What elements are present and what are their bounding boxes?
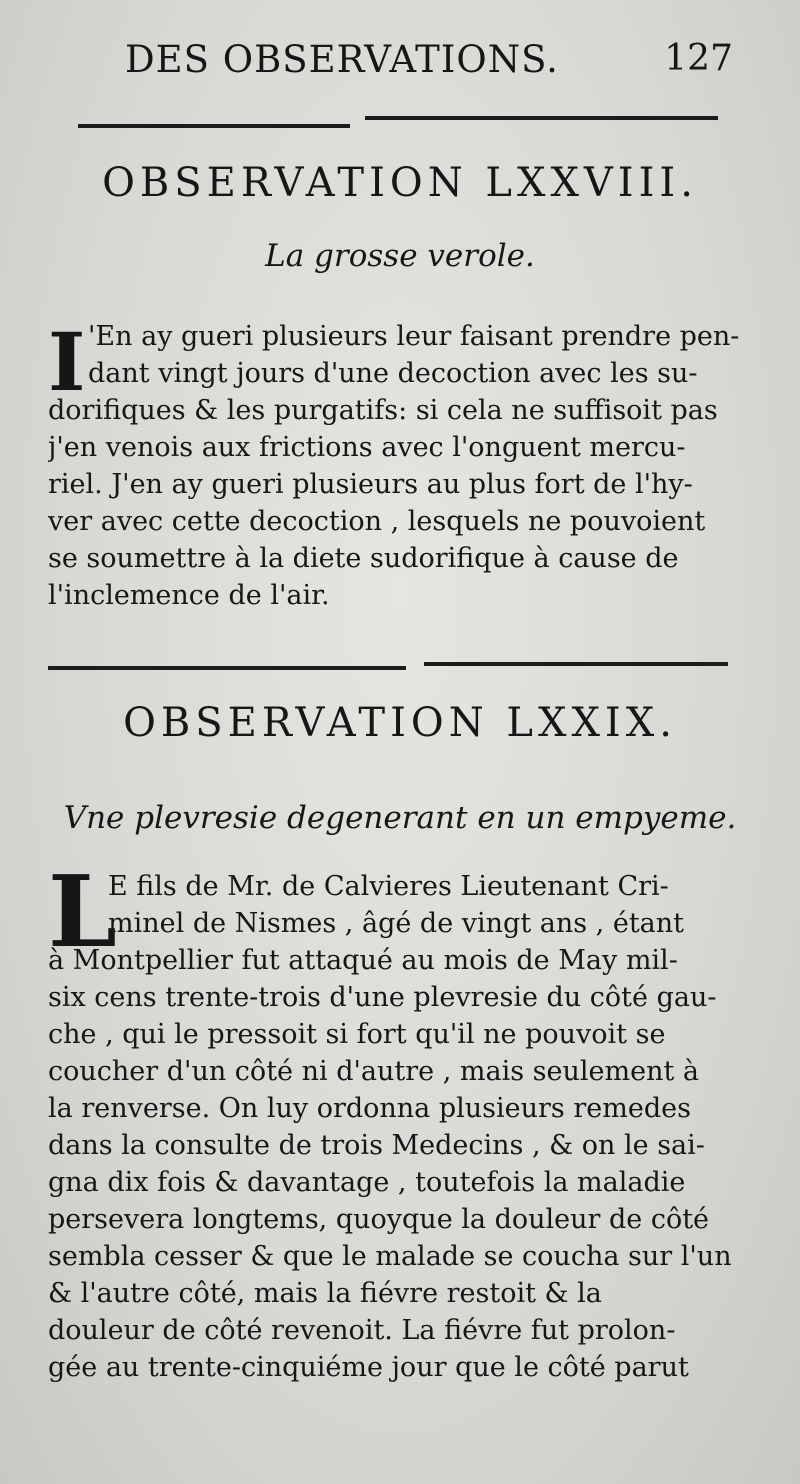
ornamental-rule bbox=[78, 124, 350, 128]
ornamental-rule bbox=[48, 666, 406, 670]
text-line: persevera longtems, quoyque la douleur de côté bbox=[48, 1204, 710, 1235]
text-line: coucher d'un côté ni d'autre , mais seulement à bbox=[48, 1056, 699, 1087]
observation-79-subtitle: Vne plevresie degenerant en un empyeme. bbox=[63, 800, 737, 836]
text-line: E fils de Mr. de Calvieres Lieutenant Cri- bbox=[108, 871, 669, 902]
text-line: minel de Nismes , âgé de vingt ans , étant bbox=[108, 908, 685, 939]
page-number: 127 bbox=[664, 38, 733, 79]
text-line: l'inclemence de l'air. bbox=[48, 580, 330, 611]
text-line: gée au trente-cinquiéme jour que le côté parut bbox=[48, 1352, 689, 1383]
text-line: dant vingt jours d'une decoction avec les su- bbox=[88, 358, 698, 389]
text-line: dans la consulte de trois Medecins , & on le sai- bbox=[48, 1130, 705, 1161]
text-line: che , qui le pressoit si fort qu'il ne pouvoit se bbox=[48, 1019, 666, 1050]
text-line: 'En ay gueri plusieurs leur faisant prendre pen- bbox=[88, 321, 740, 352]
text-line: se soumettre à la diete sudorifique à cause de bbox=[48, 543, 679, 574]
text-line: douleur de côté revenoit. La fiévre fut prolon- bbox=[48, 1315, 676, 1346]
drop-cap: I bbox=[48, 315, 86, 409]
running-head bbox=[125, 38, 745, 88]
text-line: dorifiques & les purgatifs: si cela ne suffisoit pas bbox=[48, 395, 718, 426]
text-line: riel. J'en ay gueri plusieurs au plus fort de l'hy- bbox=[48, 469, 693, 500]
drop-cap: L bbox=[48, 855, 117, 970]
text-line: la renverse. On luy ordonna plusieurs remedes bbox=[48, 1093, 691, 1124]
text-line: j'en venois aux frictions avec l'onguent mercu- bbox=[48, 432, 686, 463]
observation-79-text bbox=[48, 855, 758, 1386]
text-line: six cens trente-trois d'une plevresie du côté gau- bbox=[48, 982, 717, 1013]
observation-79-heading: OBSERVATION LXXIX. bbox=[123, 700, 677, 746]
text-line: à Montpellier fut attaqué au mois de May mil- bbox=[48, 945, 678, 976]
text-line: ver avec cette decoction , lesquels ne pouvoient bbox=[48, 506, 706, 537]
ornamental-rule bbox=[424, 662, 728, 666]
observation-78-text bbox=[48, 315, 758, 614]
ornamental-rule bbox=[365, 116, 718, 120]
text-line: & l'autre côté, mais la fiévre restoit & la bbox=[48, 1278, 602, 1309]
text-line: sembla cesser & que le malade se coucha sur l'un bbox=[48, 1241, 732, 1272]
observation-78-heading: OBSERVATION LXXVIII. bbox=[102, 160, 698, 206]
observation-78-subtitle: La grosse verole. bbox=[265, 238, 535, 274]
running-head-title: DES OBSERVATIONS. bbox=[125, 38, 559, 81]
text-line: gna dix fois & davantage , toutefois la maladie bbox=[48, 1167, 686, 1198]
